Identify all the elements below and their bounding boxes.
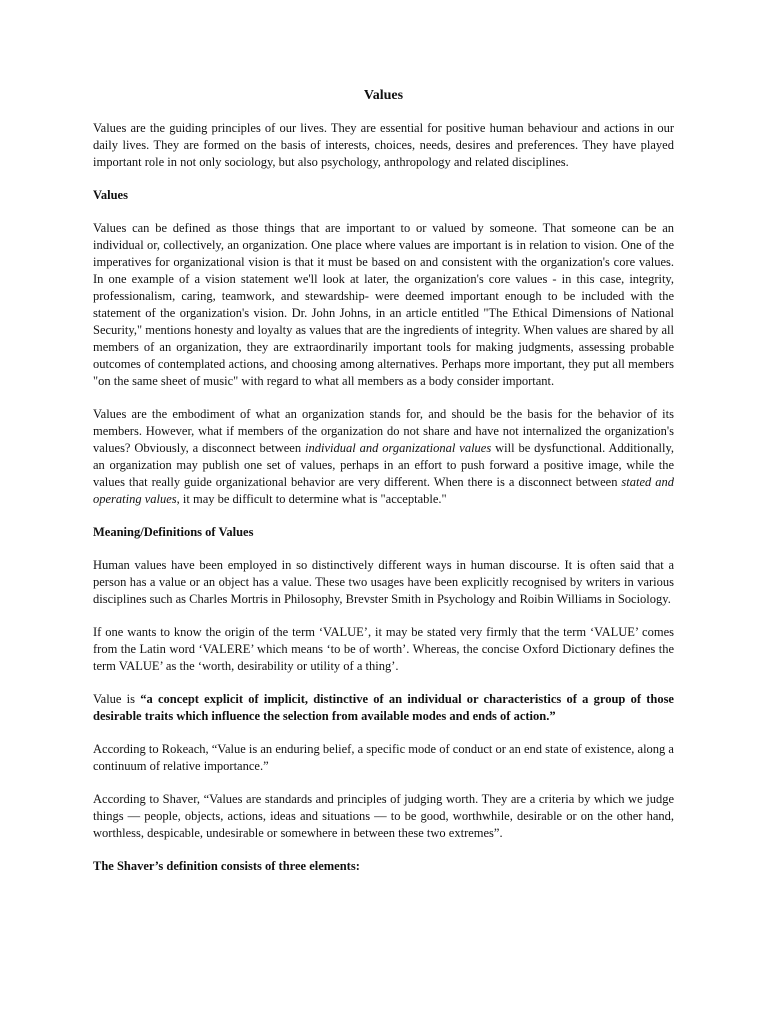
section-heading-values: Values <box>93 188 128 202</box>
values-paragraph-2-text-b: will be dysfunctional. Additionally, an organization may publish one set of values, perhaps in an effort to push forward a positive image, while the values that really guide organizational behavior are very different. When there is a disconnect between <box>93 441 675 489</box>
values-paragraph-2-emphasis-2: stated and operating values <box>93 475 674 506</box>
meaning-paragraph-3-text: Value is <box>93 692 141 706</box>
values-paragraph-2-text-a: Values are the embodiment of what an organization stands for, and should be the basis for the behavior of its members. However, what if members of the organization do not share and have not internalized the organization's values? Obviously, a disconnect between <box>93 407 674 455</box>
section-heading-meaning: Meaning/Definitions of Values <box>93 525 254 539</box>
document-page <box>93 87 674 891</box>
values-paragraph-2-text-c: , it may be difficult to determine what is "acceptable." <box>176 492 447 506</box>
values-paragraph-2 <box>93 406 674 508</box>
section-heading-shaver-elements: The Shaver’s definition consists of three elements: <box>93 859 360 873</box>
meaning-paragraph-shaver: According to Shaver, “Values are standards and principles of judging worth. They are a criteria by which we judge things — people, objects, actions, ideas and situations — to be good, worthwhile, desirable or on the other hand, worthless, despicable, undesirable or somewhere in between these two extremes”. <box>93 792 674 840</box>
meaning-paragraph-rokeach: According to Rokeach, “Value is an enduring belief, a specific mode of conduct or an end state of existence, along a continuum of relative importance.” <box>93 742 674 773</box>
document-title: Values <box>363 88 404 103</box>
meaning-paragraph-3-definition: “a concept explicit of implicit, distinctive of an individual or characteristics of a group of those desirable traits which influence the selection from available modes and ends of action.” <box>93 692 674 723</box>
intro-paragraph: Values are the guiding principles of our lives. They are essential for positive human behaviour and actions in our daily lives. They are formed on the basis of interests, choices, needs, desires and preferences. They have played important role in not only sociology, but also psychology, anthropology and related disciplines. <box>93 121 674 169</box>
meaning-paragraph-3 <box>93 691 674 725</box>
meaning-paragraph-1: Human values have been employed in so distinctively different ways in human discourse. It is often said that a person has a value or an object has a value. These two usages have been explicitly recognised by writers in various disciplines such as Charles Mortris in Philosophy, Brevster Smith in Psychology and Roibin Williams in Sociology. <box>93 558 674 606</box>
values-paragraph-2-emphasis-1: individual and organizational values <box>305 441 492 455</box>
values-paragraph-1: Values can be defined as those things that are important to or valued by someone. That someone can be an individual or, collectively, an organization. One place where values are important is in relation to vision. One of the imperatives for organizational vision is that it must be based on and consistent with the organization's core values. In one example of a vision statement we'll look at later, the organization's core values - in this case, integrity, professionalism, caring, teamwork, and stewardship- were deemed important enough to be included with the statement of the organization's vision. Dr. John Johns, in an article entitled "The Ethical Dimensions of National Security," mentions honesty and loyalty as values that are the ingredients of integrity. When values are shared by all members of an organization, they are extraordinarily important tools for making judgments, assessing probable outcomes of contemplated actions, and choosing among alternatives. Perhaps more important, they put all members "on the same sheet of music" with regard to what all members as a body consider important. <box>93 221 674 388</box>
meaning-paragraph-2: If one wants to know the origin of the term ‘VALUE’, it may be stated very firmly that the term ‘VALUE’ comes from the Latin word ‘VALERE’ which means ‘to be of worth’. Whereas, the concise Oxford Dictionary defines the term VALUE’ as the ‘worth, desirability or utility of a thing’. <box>93 625 674 673</box>
